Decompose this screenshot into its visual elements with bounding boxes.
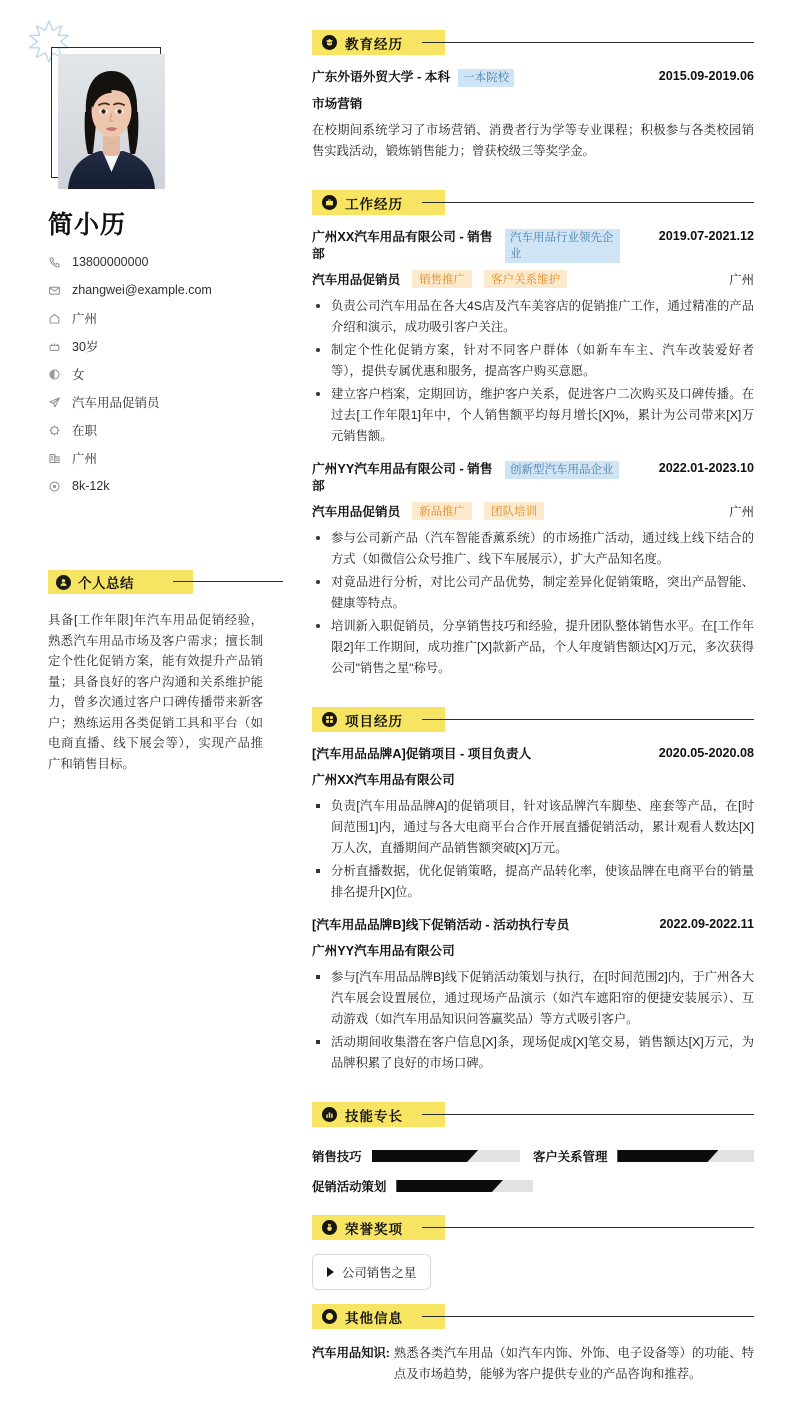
project-company: 广州YY汽车用品有限公司	[312, 944, 455, 958]
skill-progress-track	[372, 1150, 520, 1162]
education-section-title: 教育经历	[345, 36, 403, 52]
skill-progress-fill	[396, 1180, 503, 1192]
bullet-item: 建立客户档案，定期回访，维护客户关系，促进客户二次购买及口碑传播。在过去[工作年限1]年中，个人销售额平均每月增长[X]%，累计为公司带来[X]万元销售额。	[312, 384, 754, 447]
project-entry	[312, 917, 754, 1074]
work-bullets	[312, 296, 754, 447]
home-icon	[48, 312, 66, 325]
main-content	[300, 0, 794, 1418]
bullet-item: 参与[汽车用品品牌B]线下促销活动策划与执行，在[时间范围2]内，于广州各大汽车展会设置展位，通过现场产品演示（如汽车遮阳帘的便捷安装展示）、互动游戏（如汽车用品知识问答赢奖品）等方式吸引客户。	[312, 967, 754, 1030]
project-bullets	[312, 796, 754, 903]
project-date: 2022.09-2022.11	[659, 917, 754, 931]
phone-icon	[48, 256, 66, 269]
project-title: [汽车用品品牌A]促销项目 - 项目负责人	[312, 747, 532, 761]
contact-item-status	[48, 416, 278, 444]
divider	[422, 1316, 754, 1317]
other-info-section	[312, 1304, 754, 1385]
skills-section-header	[312, 1102, 754, 1127]
medal-icon	[322, 1220, 337, 1235]
divider	[173, 581, 283, 582]
avatar	[58, 54, 165, 189]
skill-progress-track	[617, 1150, 754, 1162]
bullet-item: 对竟品进行分析，对比公司产品优势，制定差异化促销策略，突出产品智能、健康等特点。	[312, 572, 754, 614]
job-location: 广州	[729, 504, 754, 519]
job-role: 汽车用品促销员	[312, 273, 401, 287]
contact-list	[48, 248, 278, 500]
work-entry	[312, 461, 754, 679]
projects-section-header	[312, 707, 754, 732]
education-description: 在校期间系统学习了市场营销、消费者行为学等专业课程；积极参与各类校园销售实践活动，锻炼销售能力；曾获校级三等奖学金。	[312, 123, 754, 158]
school-badge: 一本院校	[458, 69, 514, 87]
person-icon	[56, 575, 71, 590]
work-section	[312, 190, 754, 679]
graduation-icon	[322, 35, 337, 50]
contact-item-location	[48, 444, 278, 472]
skill-progress-fill	[617, 1150, 718, 1162]
contact-item-age	[48, 332, 278, 360]
sidebar	[0, 0, 300, 1418]
other-info-key: 汽车用品知识:	[312, 1346, 390, 1360]
paper-plane-icon	[48, 396, 66, 409]
gender-icon	[48, 368, 66, 381]
awards-section	[312, 1215, 754, 1290]
project-company: 广州XX汽车用品有限公司	[312, 773, 455, 787]
project-bullets	[312, 967, 754, 1074]
skill-label: 销售技巧	[312, 1150, 362, 1164]
contact-item-position	[48, 388, 278, 416]
bullet-item: 制定个性化促销方案，针对不同客户群体（如新车车主、汽车改装爱好者等），提供专属优惠和服务，提高客户购买意愿。	[312, 340, 754, 382]
job-tag: 销售推广	[412, 270, 472, 288]
project-entry	[312, 746, 754, 903]
job-tag: 新品推广	[412, 502, 472, 520]
divider	[422, 42, 754, 43]
company-name: 广州YY汽车用品有限公司 - 销售部	[312, 462, 493, 493]
summary-section-header	[48, 570, 193, 594]
salary-icon	[48, 480, 66, 493]
divider	[422, 1114, 754, 1115]
contact-item-salary	[48, 472, 278, 500]
work-entry	[312, 229, 754, 447]
contact-value: 在职	[72, 424, 98, 438]
mail-icon	[48, 284, 66, 297]
award-list	[312, 1254, 754, 1290]
summary-section-title: 个人总结	[78, 576, 134, 591]
briefcase-icon	[322, 195, 337, 210]
skill-progress-track	[396, 1180, 533, 1192]
job-tag: 客户关系维护	[484, 270, 567, 288]
work-section-title: 工作经历	[345, 196, 403, 212]
award-label: 公司销售之星	[342, 1266, 417, 1280]
skill-item	[312, 1171, 533, 1201]
contact-value: 30岁	[72, 340, 99, 354]
skill-item	[533, 1141, 754, 1171]
summary-text: 具备[工作年限]年汽车用品促销经验，熟悉汽车用品市场及客户需求；擅长制定个性化促销方案，能有效提升产品销量；具备良好的客户沟通和关系维护能力，曾多次通过客户口碑传播带来新客户；熟练运用各类促销工具和平台（如电商直播、线下展会等），实现产品推广和销售目标。	[48, 613, 263, 771]
contact-item-email	[48, 276, 278, 304]
projects-section-title: 项目经历	[345, 713, 403, 729]
bullet-item: 分析直播数据，优化促销策略，提高产品转化率，使该品牌在电商平台的销量排名提升[X]位。	[312, 861, 754, 903]
company-name: 广州XX汽车用品有限公司 - 销售部	[312, 230, 493, 261]
work-date: 2022.01-2023.10	[658, 461, 754, 475]
contact-value: 广州	[72, 312, 98, 326]
divider	[422, 719, 754, 720]
contact-item-phone	[48, 248, 278, 276]
awards-section-title: 荣誉奖项	[345, 1221, 403, 1237]
other-info-section-title: 其他信息	[345, 1310, 403, 1326]
award-card[interactable]	[312, 1254, 431, 1290]
bullet-item: 负责公司汽车用品在各大4S店及汽车美容店的促销推广工作，通过精准的产品介绍和演示，成功吸引客户关注。	[312, 296, 754, 338]
chart-icon	[322, 1107, 337, 1122]
grid-icon	[322, 712, 337, 727]
skill-label: 促销活动策划	[312, 1180, 387, 1194]
page-title: 简小历	[48, 211, 127, 239]
skill-item	[312, 1141, 533, 1171]
contact-value: 汽车用品促销员	[72, 396, 160, 410]
project-date: 2020.05-2020.08	[658, 746, 754, 760]
job-role: 汽车用品促销员	[312, 505, 401, 519]
contact-value: 13800000000	[72, 255, 149, 269]
bullet-item: 培训新入职促销员，分享销售技巧和经验，提升团队整体销售水平。在[工作年限2]年工作期间，成功推广[X]款新产品，个人年度销售额达[X]万元，多次获得公司"销售之星"称号。	[312, 616, 754, 679]
project-title: [汽车用品品牌B]线下促销活动 - 活动执行专员	[312, 918, 570, 932]
skills-section-title: 技能专长	[345, 1108, 403, 1124]
divider	[422, 1227, 754, 1228]
bullet-item: 参与公司新产品（汽车智能香薰系统）的市场推广活动，通过线上线下结合的方式（如微信公众号推广、线下车展展示），扩大产品知名度。	[312, 528, 754, 570]
company-badge: 创新型汽车用品企业	[505, 461, 619, 479]
job-location: 广州	[729, 272, 754, 287]
company-badge: 汽车用品行业领先企业	[505, 229, 620, 263]
school-name: 广东外语外贸大学 - 本科	[312, 70, 451, 84]
info-icon	[322, 1309, 337, 1324]
building-icon	[48, 452, 66, 465]
contact-item-gender	[48, 360, 278, 388]
divider	[422, 202, 754, 203]
bullet-item: 负责[汽车用品品牌A]的促销项目，针对该品牌汽车脚垫、座套等产品，在[时间范围1]内，通过与各大电商平台合作开展直播促销活动，累计观看人数达[X]万人次，直播期间产品销售额突破[X]万元。	[312, 796, 754, 859]
other-info-value: 熟悉各类汽车用品（如汽车内饰、外饰、电子设备等）的功能、特点及市场趋势，能够为客户提供专业的产品咨询和推荐。	[393, 1346, 754, 1381]
cake-icon	[48, 340, 66, 353]
contact-item-city	[48, 304, 278, 332]
awards-section-header	[312, 1215, 754, 1240]
play-icon	[327, 1267, 334, 1277]
skills-section	[312, 1102, 754, 1201]
skills-grid	[312, 1141, 754, 1201]
projects-section	[312, 707, 754, 1074]
education-entry	[312, 69, 754, 162]
skill-progress-fill	[372, 1150, 479, 1162]
bullet-item: 活动期间收集潜在客户信息[X]条，现场促成[X]笔交易，销售额达[X]万元，为品牌积累了良好的市场口碑。	[312, 1032, 754, 1074]
work-bullets	[312, 528, 754, 679]
education-date: 2015.09-2019.06	[658, 69, 754, 83]
contact-value: 8k-12k	[72, 479, 110, 493]
summary-section	[48, 570, 263, 774]
contact-value: 女	[72, 368, 85, 382]
contact-value: zhangwei@example.com	[72, 283, 212, 297]
education-major: 市场营销	[312, 97, 363, 111]
contact-value: 广州	[72, 452, 98, 466]
status-icon	[48, 424, 66, 437]
other-info-item	[312, 1343, 754, 1385]
education-section-header	[312, 30, 754, 55]
job-tag: 团队培训	[484, 502, 544, 520]
work-date: 2019.07-2021.12	[658, 229, 754, 243]
education-section	[312, 30, 754, 162]
work-section-header	[312, 190, 754, 215]
other-info-section-header	[312, 1304, 754, 1329]
skill-label: 客户关系管理	[533, 1150, 608, 1164]
